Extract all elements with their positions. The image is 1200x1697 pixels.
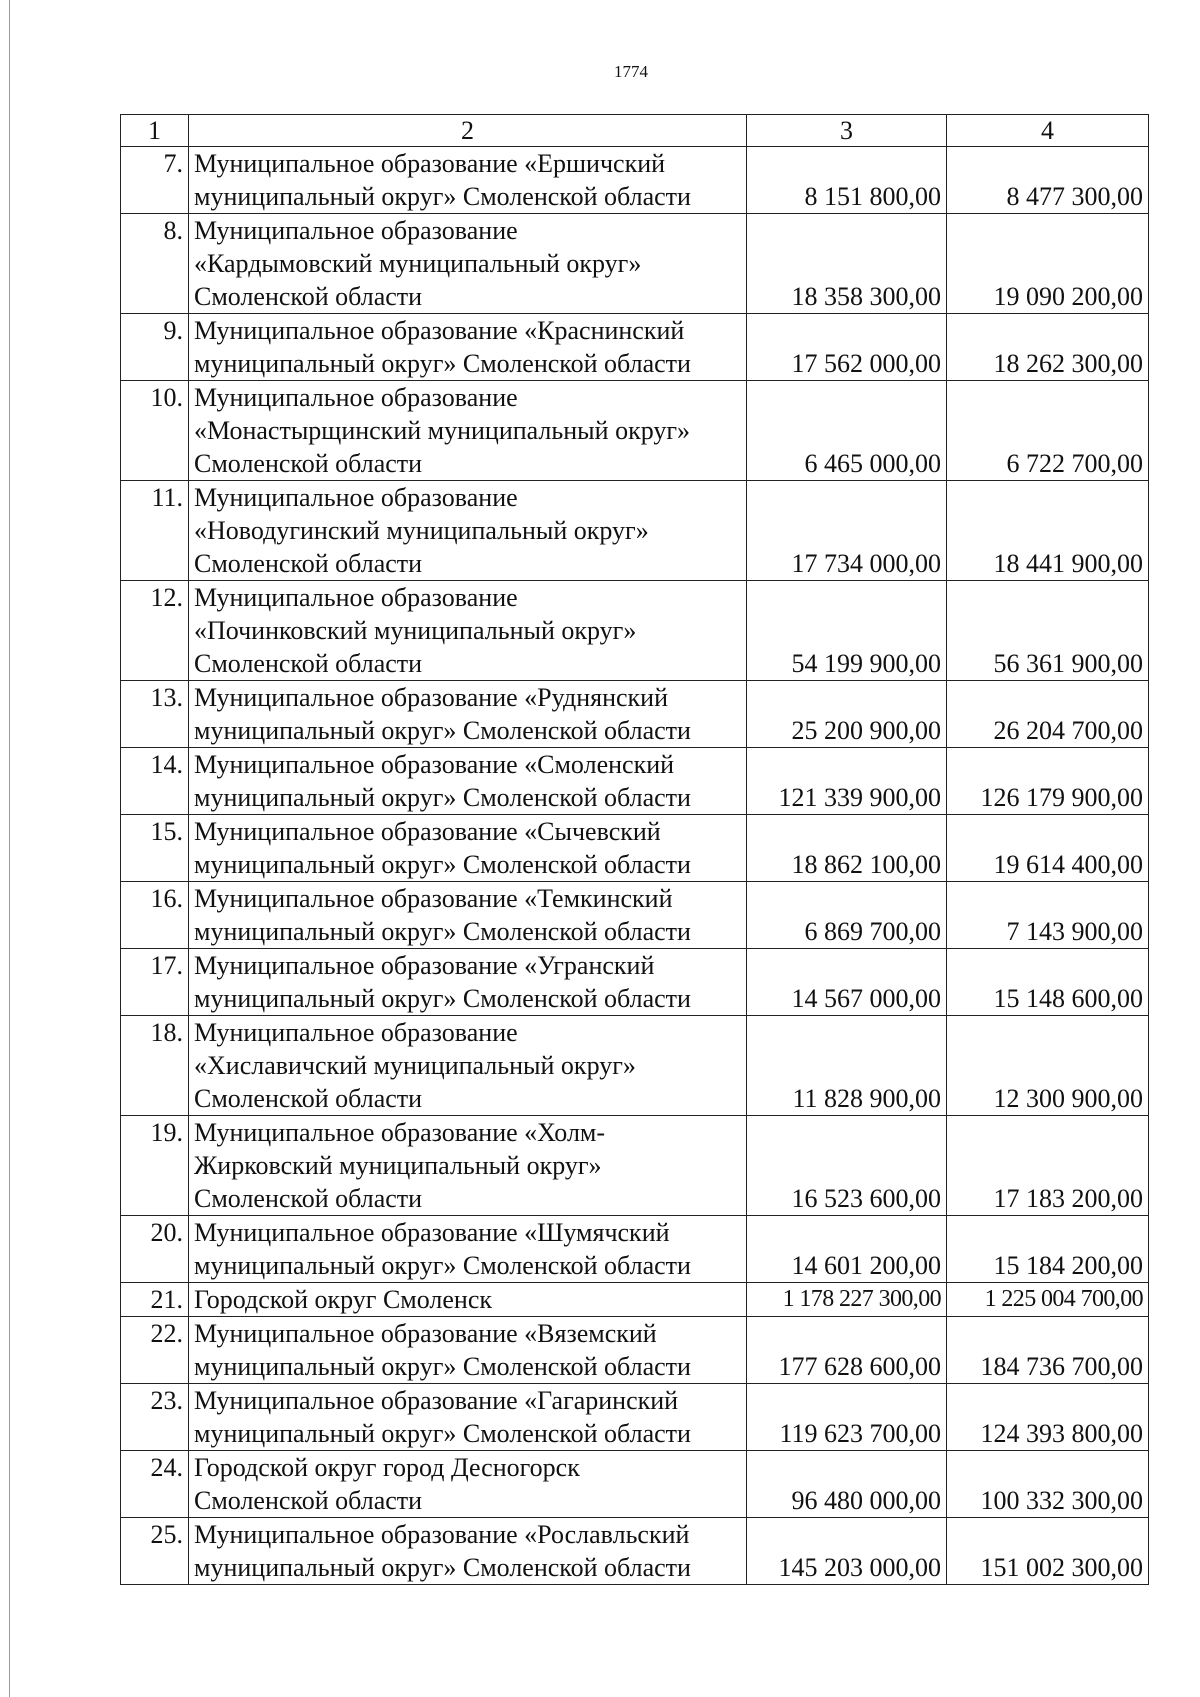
amount-column-4: 19 614 400,00 bbox=[947, 815, 1149, 882]
table-row bbox=[121, 581, 1149, 681]
row-number: 22. bbox=[121, 1317, 189, 1384]
row-number: 19. bbox=[121, 1116, 189, 1216]
row-number: 10. bbox=[121, 381, 189, 481]
amount-column-3: 14 601 200,00 bbox=[747, 1216, 947, 1283]
row-number: 8. bbox=[121, 214, 189, 314]
amount-column-4: 12 300 900,00 bbox=[947, 1016, 1149, 1116]
table-row bbox=[121, 481, 1149, 581]
municipality-name: Муниципальное образование «Краснинский муниципальный округ» Смоленской области bbox=[189, 314, 747, 381]
row-number: 24. bbox=[121, 1451, 189, 1518]
municipality-name: Муниципальное образование «Кардымовский муниципальный округ» Смоленской области bbox=[189, 214, 747, 314]
row-number: 17. bbox=[121, 949, 189, 1016]
municipality-name: Муниципальное образование «Ершичский муниципальный округ» Смоленской области bbox=[189, 147, 747, 214]
row-number: 20. bbox=[121, 1216, 189, 1283]
row-number: 14. bbox=[121, 748, 189, 815]
row-number: 21. bbox=[121, 1283, 189, 1317]
amount-column-3: 121 339 900,00 bbox=[747, 748, 947, 815]
municipality-name: Городской округ город Десногорск Смоленской области bbox=[189, 1451, 747, 1518]
amount-column-3: 17 562 000,00 bbox=[747, 314, 947, 381]
municipality-name: Муниципальное образование «Холм- Жирковский муниципальный округ» Смоленской области bbox=[189, 1116, 747, 1216]
amount-column-3: 16 523 600,00 bbox=[747, 1116, 947, 1216]
municipality-name: Муниципальное образование «Монастырщинский муниципальный округ» Смоленской области bbox=[189, 381, 747, 481]
amount-column-3: 14 567 000,00 bbox=[747, 949, 947, 1016]
amount-column-3: 1 178 227 300,00 bbox=[747, 1283, 947, 1317]
amount-column-3: 6 869 700,00 bbox=[747, 882, 947, 949]
amount-column-4: 7 143 900,00 bbox=[947, 882, 1149, 949]
municipality-name: Муниципальное образование «Починковский муниципальный округ» Смоленской области bbox=[189, 581, 747, 681]
row-number: 23. bbox=[121, 1384, 189, 1451]
table-row bbox=[121, 1016, 1149, 1116]
table-row bbox=[121, 381, 1149, 481]
amount-column-3: 11 828 900,00 bbox=[747, 1016, 947, 1116]
amount-column-3: 17 734 000,00 bbox=[747, 481, 947, 581]
amount-column-4: 18 441 900,00 bbox=[947, 481, 1149, 581]
table-row bbox=[121, 1317, 1149, 1384]
amount-column-3: 25 200 900,00 bbox=[747, 681, 947, 748]
amount-column-4: 18 262 300,00 bbox=[947, 314, 1149, 381]
amount-column-4: 8 477 300,00 bbox=[947, 147, 1149, 214]
municipality-name: Муниципальное образование «Сычевский муниципальный округ» Смоленской области bbox=[189, 815, 747, 882]
amount-column-4: 56 361 900,00 bbox=[947, 581, 1149, 681]
table-row bbox=[121, 882, 1149, 949]
row-number: 11. bbox=[121, 481, 189, 581]
row-number: 12. bbox=[121, 581, 189, 681]
amount-column-4: 15 148 600,00 bbox=[947, 949, 1149, 1016]
table-row bbox=[121, 1216, 1149, 1283]
table-row bbox=[121, 949, 1149, 1016]
municipality-name: Муниципальное образование «Новодугинский муниципальный округ» Смоленской области bbox=[189, 481, 747, 581]
table-row bbox=[121, 314, 1149, 381]
table-row bbox=[121, 1283, 1149, 1317]
municipality-name: Муниципальное образование «Рославльский муниципальный округ» Смоленской области bbox=[189, 1518, 747, 1585]
column-header-1: 1 bbox=[121, 115, 189, 147]
amount-column-4: 17 183 200,00 bbox=[947, 1116, 1149, 1216]
budget-table bbox=[120, 114, 1149, 1585]
municipality-name: Городской округ Смоленск bbox=[189, 1283, 747, 1317]
row-number: 25. bbox=[121, 1518, 189, 1585]
amount-column-4: 26 204 700,00 bbox=[947, 681, 1149, 748]
table-row bbox=[121, 681, 1149, 748]
municipality-name: Муниципальное образование «Вяземский муниципальный округ» Смоленской области bbox=[189, 1317, 747, 1384]
table-row bbox=[121, 1518, 1149, 1585]
amount-column-4: 100 332 300,00 bbox=[947, 1451, 1149, 1518]
amount-column-3: 96 480 000,00 bbox=[747, 1451, 947, 1518]
column-header-3: 3 bbox=[747, 115, 947, 147]
row-number: 15. bbox=[121, 815, 189, 882]
table-row bbox=[121, 147, 1149, 214]
table-row bbox=[121, 1451, 1149, 1518]
municipality-name: Муниципальное образование «Гагаринский муниципальный округ» Смоленской области bbox=[189, 1384, 747, 1451]
page-number: 1774 bbox=[614, 62, 648, 81]
amount-column-4: 15 184 200,00 bbox=[947, 1216, 1149, 1283]
header-row bbox=[121, 115, 1149, 147]
table-row bbox=[121, 1384, 1149, 1451]
scan-margin-line bbox=[9, 0, 10, 1697]
amount-column-4: 1 225 004 700,00 bbox=[947, 1283, 1149, 1317]
row-number: 9. bbox=[121, 314, 189, 381]
table-row bbox=[121, 1116, 1149, 1216]
municipality-name: Муниципальное образование «Хиславичский муниципальный округ» Смоленской области bbox=[189, 1016, 747, 1116]
table-row bbox=[121, 748, 1149, 815]
amount-column-3: 54 199 900,00 bbox=[747, 581, 947, 681]
row-number: 7. bbox=[121, 147, 189, 214]
amount-column-3: 177 628 600,00 bbox=[747, 1317, 947, 1384]
column-header-2: 2 bbox=[189, 115, 747, 147]
amount-column-4: 124 393 800,00 bbox=[947, 1384, 1149, 1451]
row-number: 13. bbox=[121, 681, 189, 748]
municipality-name: Муниципальное образование «Шумячский муниципальный округ» Смоленской области bbox=[189, 1216, 747, 1283]
table-row bbox=[121, 214, 1149, 314]
amount-column-3: 6 465 000,00 bbox=[747, 381, 947, 481]
amount-column-4: 19 090 200,00 bbox=[947, 214, 1149, 314]
amount-column-4: 184 736 700,00 bbox=[947, 1317, 1149, 1384]
amount-column-3: 119 623 700,00 bbox=[747, 1384, 947, 1451]
column-header-4: 4 bbox=[947, 115, 1149, 147]
row-number: 18. bbox=[121, 1016, 189, 1116]
table-row bbox=[121, 815, 1149, 882]
municipality-name: Муниципальное образование «Смоленский муниципальный округ» Смоленской области bbox=[189, 748, 747, 815]
municipality-name: Муниципальное образование «Темкинский муниципальный округ» Смоленской области bbox=[189, 882, 747, 949]
municipality-name: Муниципальное образование «Угранский муниципальный округ» Смоленской области bbox=[189, 949, 747, 1016]
amount-column-3: 18 358 300,00 bbox=[747, 214, 947, 314]
amount-column-3: 18 862 100,00 bbox=[747, 815, 947, 882]
amount-column-4: 151 002 300,00 bbox=[947, 1518, 1149, 1585]
municipality-name: Муниципальное образование «Руднянский муниципальный округ» Смоленской области bbox=[189, 681, 747, 748]
amount-column-3: 8 151 800,00 bbox=[747, 147, 947, 214]
amount-column-3: 145 203 000,00 bbox=[747, 1518, 947, 1585]
amount-column-4: 6 722 700,00 bbox=[947, 381, 1149, 481]
amount-column-4: 126 179 900,00 bbox=[947, 748, 1149, 815]
row-number: 16. bbox=[121, 882, 189, 949]
